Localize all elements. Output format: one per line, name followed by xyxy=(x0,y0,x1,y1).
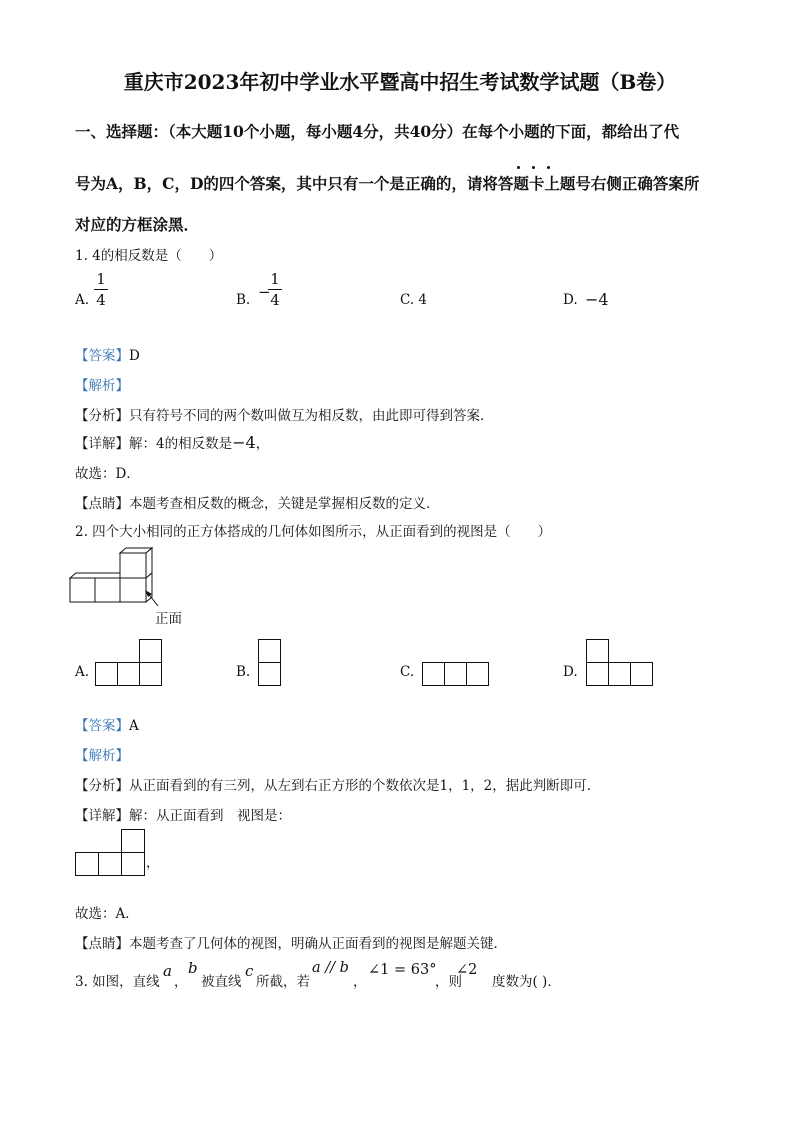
view-square xyxy=(586,639,609,663)
question-2-stem: 2. 四个大小相同的正方体搭成的几何体如图所示，从正面看到的视图是（ ） xyxy=(75,524,552,540)
answer-value: D xyxy=(129,348,140,364)
fenxi-text: 只有符号不同的两个数叫做互为相反数，由此即可得到答案． xyxy=(129,408,494,424)
question-3-stem-part-1: 3. 如图，直线 xyxy=(75,974,160,990)
q1-guxuan: 故选：D． xyxy=(75,466,140,482)
xiangjie-end: ， xyxy=(255,436,270,452)
fraction-bar xyxy=(94,289,108,290)
q1-analysis-tag: 【解析】 xyxy=(75,378,129,394)
q3-parallel: a // b xyxy=(312,960,349,976)
question-3-stem-part-4: ，则 xyxy=(435,974,462,990)
q1-option-b-fraction xyxy=(268,270,282,309)
question-3-stem-part-2: 被直线 xyxy=(201,974,242,990)
page-title: 重庆市2023年初中学业水平暨高中招生考试数学试题（B卷） xyxy=(123,70,677,94)
q1-option-c: C. 4 xyxy=(400,292,428,308)
q2-option-c-label: C. xyxy=(400,664,415,680)
q3-var-b: b xyxy=(188,959,198,977)
solution-view-square xyxy=(75,852,99,876)
section-instructions-line-2: 号为A，B，C，D的四个答案，其中只有一个是正确的，请将答题卡上题号右侧正确答案所 xyxy=(75,174,700,193)
xiangjie-text: 解：从正面看到 视图是： xyxy=(129,808,291,824)
q2-answer xyxy=(75,714,139,734)
view-square xyxy=(422,662,445,686)
view-square xyxy=(117,662,140,686)
question-1-stem: 1. 4的相反数是（ ） xyxy=(75,248,223,264)
fraction-denominator: 4 xyxy=(96,291,106,309)
q3-angle-1: ∠1 = 63° xyxy=(368,962,437,978)
q1-option-d-value: −4 xyxy=(585,290,609,309)
q3-sep-2: ， xyxy=(353,974,367,990)
q1-option-b-label: B. xyxy=(236,292,251,308)
q3-var-c: c xyxy=(245,962,254,980)
view-square xyxy=(586,662,609,686)
view-square xyxy=(258,639,281,663)
q1-option-a-label: A. xyxy=(75,292,90,308)
q1-option-a-fraction xyxy=(94,270,108,309)
solution-view-square xyxy=(121,852,145,876)
fenxi-text: 从正面看到的有三列，从左到右正方形的个数依次是1，1，2，据此判断即可． xyxy=(129,778,601,794)
dianjing-tag: 【点睛】 xyxy=(75,936,129,952)
fraction-numerator: 1 xyxy=(270,270,280,288)
solution-view-square xyxy=(121,829,145,853)
view-square xyxy=(258,662,281,686)
answer-tag: 【答案】 xyxy=(75,348,129,364)
q2-fenxi xyxy=(75,774,600,794)
q2-option-d-label: D. xyxy=(563,664,578,680)
solution-view-square xyxy=(98,852,122,876)
q2-option-a-label: A. xyxy=(75,664,90,680)
q2-option-b-label: B. xyxy=(236,664,251,680)
emphasis-dot xyxy=(532,166,535,169)
emphasis-dot xyxy=(517,166,520,169)
view-square xyxy=(139,639,162,663)
xiangjie-value: −4 xyxy=(232,433,256,452)
question-3-stem-part-5: 度数为( )． xyxy=(492,974,561,990)
front-view-label: 正面 xyxy=(155,611,182,627)
q2-guxuan: 故选：A． xyxy=(75,906,139,922)
xiangjie-text: 解：4的相反数是 xyxy=(129,436,233,452)
fenxi-tag: 【分析】 xyxy=(75,778,129,794)
q3-angle-2: ∠2 xyxy=(456,962,478,978)
q1-dianjing xyxy=(75,492,440,512)
view-square xyxy=(466,662,489,686)
emphasis-dot xyxy=(547,166,550,169)
q1-xiangjie xyxy=(75,432,269,452)
xiangjie-tag: 【详解】 xyxy=(75,808,129,824)
section-instructions-line-1: 一、选择题：（本大题10个小题，每小题4分，共40分）在每个小题的下面，都给出了代 xyxy=(75,122,680,141)
section-instructions-line-3: 对应的方框涂黑． xyxy=(75,215,200,234)
solution-comma: ， xyxy=(146,855,160,871)
answer-value: A xyxy=(129,718,139,734)
dianjing-text: 本题考查了几何体的视图，明确从正面看到的视图是解题关键． xyxy=(129,936,507,952)
q3-sep: ， xyxy=(174,974,188,990)
fraction-numerator: 1 xyxy=(96,270,106,288)
q2-analysis-tag: 【解析】 xyxy=(75,748,129,764)
q1-fenxi xyxy=(75,404,494,424)
view-square xyxy=(95,662,118,686)
q2-dianjing xyxy=(75,932,507,952)
fenxi-tag: 【分析】 xyxy=(75,408,129,424)
fraction-bar xyxy=(268,289,282,290)
question-3-stem-part-3: 所截，若 xyxy=(256,974,310,990)
dianjing-text: 本题考查相反数的概念，关键是掌握相反数的定义． xyxy=(129,496,440,512)
xiangjie-tag: 【详解】 xyxy=(75,436,129,452)
view-square xyxy=(139,662,162,686)
view-square xyxy=(444,662,467,686)
q3-var-a: a xyxy=(163,962,172,980)
view-square xyxy=(630,662,653,686)
q1-answer xyxy=(75,344,140,364)
dianjing-tag: 【点睛】 xyxy=(75,496,129,512)
fraction-denominator: 4 xyxy=(270,291,280,309)
q1-option-b-sign: − xyxy=(258,283,271,301)
answer-tag: 【答案】 xyxy=(75,718,129,734)
q1-option-d-label: D. xyxy=(563,292,578,308)
q2-xiangjie xyxy=(75,804,291,824)
view-square xyxy=(608,662,631,686)
